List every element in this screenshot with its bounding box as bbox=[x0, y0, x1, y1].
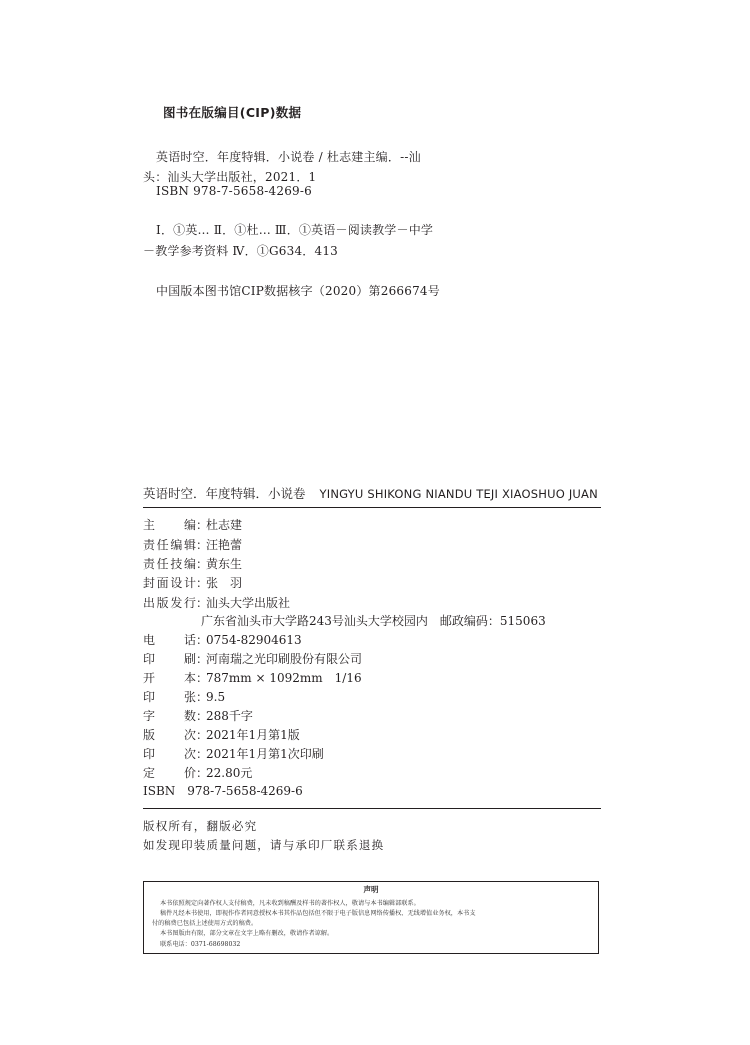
credit-row: 印次：2021年1月第1次印刷 bbox=[143, 747, 324, 761]
cip-line-5: －教学参考资料 Ⅳ．①G634．413 bbox=[143, 244, 338, 258]
credit-value: 张 羽 bbox=[206, 576, 243, 590]
cip-line-1: 英语时空．年度特辑．小说卷 / 杜志建主编．--汕 bbox=[156, 150, 421, 164]
credit-label: 责任技编 bbox=[143, 557, 196, 571]
notice-line: 稿件凡经本书使用，即视作作者同意授权本书其作品包括但不限于电子版信息网络传播权、无线增值业务权，本书支 bbox=[160, 910, 476, 917]
credit-row: 印刷：河南瑞之光印刷股份有限公司 bbox=[143, 652, 363, 666]
credit-row: 责任技编：黄东生 bbox=[143, 557, 243, 571]
credit-label: 封面设计 bbox=[143, 576, 196, 590]
credit-address: 广东省汕头市大学路243号汕头大学校园内 邮政编码：515063 bbox=[201, 614, 546, 628]
credit-value: 河南瑞之光印刷股份有限公司 bbox=[206, 652, 363, 666]
cip-line-2: 头：汕头大学出版社，2021．1 bbox=[143, 170, 317, 184]
book-title-cn: 英语时空．年度特辑．小说卷 bbox=[143, 486, 306, 501]
credit-label: 主编 bbox=[143, 518, 196, 532]
copyright-line-2: 如发现印装质量问题，请与承印厂联系退换 bbox=[143, 838, 385, 852]
cip-line-3: ISBN 978-7-5658-4269-6 bbox=[156, 184, 312, 198]
credit-label: 电话 bbox=[143, 633, 196, 647]
credit-label: 开本 bbox=[143, 671, 196, 685]
credit-row: 定价：22.80元 bbox=[143, 766, 253, 780]
credit-value: 黄东生 bbox=[206, 557, 243, 571]
credit-label: 印次 bbox=[143, 747, 196, 761]
notice-line: 付的稿费已包括上述使用方式的稿费。 bbox=[152, 920, 258, 927]
isbn-line: ISBN 978-7-5658-4269-6 bbox=[143, 784, 303, 798]
credit-row: 出版发行：汕头大学出版社 bbox=[143, 596, 291, 610]
credit-value: 汕头大学出版社 bbox=[206, 596, 291, 610]
credit-label: 版次 bbox=[143, 728, 196, 742]
credit-row: 字数：288千字 bbox=[143, 709, 253, 723]
cip-line-4: Ⅰ．①英… Ⅱ．①杜… Ⅲ．①英语－阅读教学－中学 bbox=[156, 223, 434, 237]
credit-value: 杜志建 bbox=[206, 518, 243, 532]
credit-row: 责任编辑：汪艳蕾 bbox=[143, 538, 243, 552]
credit-row: 版次：2021年1月第1版 bbox=[143, 728, 300, 742]
credit-row: 电话：0754-82904613 bbox=[143, 633, 302, 647]
credit-value: 22.80元 bbox=[206, 766, 253, 780]
cip-heading: 图书在版编目(CIP)数据 bbox=[163, 105, 302, 120]
credit-label: 出版发行 bbox=[143, 596, 196, 610]
book-title-row bbox=[143, 484, 598, 502]
notice-box bbox=[143, 881, 599, 954]
credit-value: 汪艳蕾 bbox=[206, 538, 243, 552]
cip-line-6: 中国版本图书馆CIP数据核字（2020）第266674号 bbox=[156, 284, 440, 298]
notice-line: 本书依照规定向著作权人支付稿费，凡未收到稿酬及样书的著作权人，敬请与本书编辑部联系。 bbox=[160, 900, 420, 907]
credit-value: 0754-82904613 bbox=[206, 633, 302, 647]
credit-row: 印张：9.5 bbox=[143, 690, 226, 704]
credit-value: 787mm × 1092mm 1/16 bbox=[206, 671, 362, 685]
credit-label: 定价 bbox=[143, 766, 196, 780]
credit-row: 封面设计：张 羽 bbox=[143, 576, 243, 590]
notice-line: 本书图版由有限，部分文章在文字上略有删改，敬请作者谅解。 bbox=[160, 930, 334, 937]
credit-label: 责任编辑 bbox=[143, 538, 196, 552]
book-title-en: YINGYU SHIKONG NIANDU TEJI XIAOSHUO JUAN bbox=[319, 487, 598, 501]
credit-row: 开本：787mm × 1092mm 1/16 bbox=[143, 671, 362, 685]
copyright-line-1: 版权所有，翻版必究 bbox=[143, 819, 258, 833]
credit-value: 288千字 bbox=[206, 709, 253, 723]
credit-value: 2021年1月第1次印刷 bbox=[206, 747, 324, 761]
divider-top bbox=[143, 507, 601, 508]
credit-label: 字数 bbox=[143, 709, 196, 723]
credit-label: 印张 bbox=[143, 690, 196, 704]
credit-label: 印刷 bbox=[143, 652, 196, 666]
credit-value: 2021年1月第1版 bbox=[206, 728, 300, 742]
notice-title: 声明 bbox=[363, 885, 379, 894]
credit-row: 主编：杜志建 bbox=[143, 518, 243, 532]
credit-value: 9.5 bbox=[206, 690, 226, 704]
notice-line: 联系电话：0371-68698032 bbox=[160, 941, 241, 948]
divider-bottom bbox=[143, 808, 601, 809]
